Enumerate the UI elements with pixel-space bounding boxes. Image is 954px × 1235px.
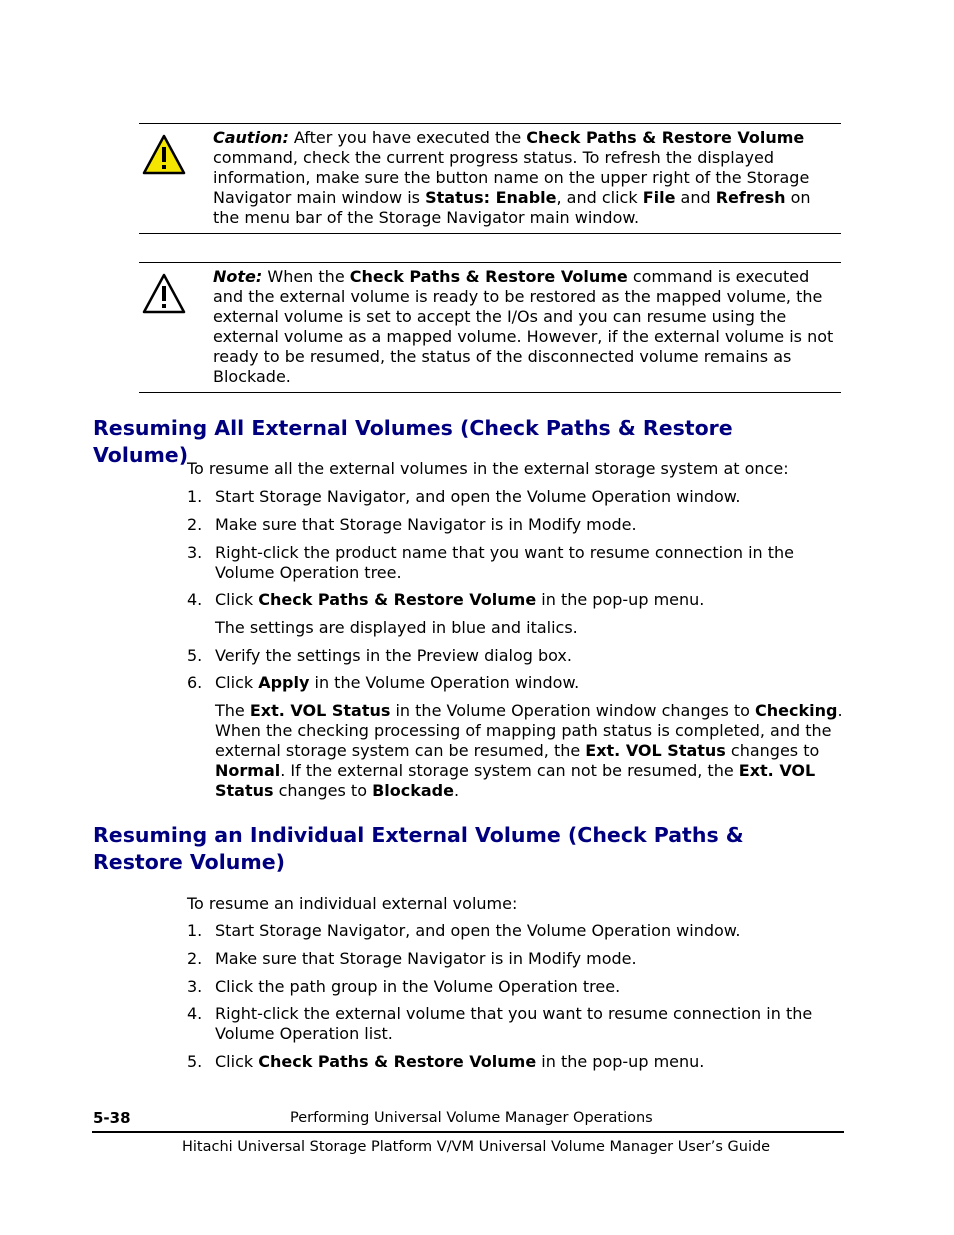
- section1-step-5: [187, 646, 847, 666]
- page-number: 5-38: [93, 1109, 131, 1127]
- section1-step-1: [187, 487, 847, 507]
- result-bold: Ext. VOL Status: [249, 701, 391, 720]
- caution-bold-4: Refresh: [715, 188, 786, 207]
- step-text: Verify the settings in the Preview dialog box.: [215, 646, 572, 665]
- step-text-part: in the pop-up menu.: [536, 590, 705, 609]
- step-number: 1.: [187, 921, 203, 940]
- note-box: [139, 262, 841, 393]
- result-text: changes to: [725, 741, 820, 760]
- section1-step-4-note: The settings are displayed in blue and italics.: [215, 618, 578, 637]
- result-text: . If the external storage system can not be resumed, the: [280, 761, 739, 780]
- result-bold: Ext. VOL Status: [585, 741, 726, 760]
- caution-text-2: command, check the current progress status. To refresh the displayed information, make sure the button name on the upper right of the Storage Navigator main window is: [213, 148, 810, 207]
- note-bold-1: Check Paths & Restore Volume: [349, 267, 628, 286]
- caution-text-1: After you have executed the: [288, 128, 527, 147]
- step-bold-part: Check Paths & Restore Volume: [258, 1052, 537, 1071]
- section1-heading: Resuming All External Volumes (Check Paths & Restore Volume): [93, 416, 733, 467]
- section2-step-1: [187, 921, 847, 941]
- result-text: .: [453, 781, 460, 800]
- warning-triangle-outline-icon: [141, 271, 187, 317]
- step-text: [215, 590, 847, 610]
- step-number: 3.: [187, 543, 203, 562]
- step-text-part: Click: [215, 590, 259, 609]
- step-text: Right-click the external volume that you want to resume connection in the Volume Operation list.: [215, 1004, 813, 1043]
- step-number: 1.: [187, 487, 203, 506]
- section1-intro: To resume all the external volumes in the external storage system at once:: [187, 459, 789, 478]
- step-text-part: Click: [215, 1052, 259, 1071]
- step-text: Start Storage Navigator, and open the Volume Operation window.: [215, 921, 741, 940]
- section2-heading: Resuming an Individual External Volume (Check Paths & Restore Volume): [93, 823, 744, 874]
- result-bold: Checking: [755, 701, 838, 720]
- step-number: 4.: [187, 590, 203, 609]
- caution-text: [213, 128, 841, 228]
- result-text: . When the checking processing of mapping path status is completed, and the external storage system can be resumed, the: [215, 701, 843, 760]
- step-number: 4.: [187, 1004, 203, 1023]
- note-text-2: command is executed and the external volume is ready to be restored as the mapped volume, the external volume is set to accept the I/Os and you can resume using the external volume as a mapped volume. However, if the external volume is not ready to be resumed, the status of the disconnected volume remains as Blockade.: [213, 267, 834, 386]
- caution-label: Caution:: [213, 128, 289, 147]
- result-bold: Ext. VOL Status: [215, 761, 816, 800]
- note-text-1: When the: [262, 267, 350, 286]
- step-text: [215, 1052, 847, 1072]
- step-bold-part: Check Paths & Restore Volume: [258, 590, 537, 609]
- step-text-part: in the pop-up menu.: [536, 1052, 705, 1071]
- caution-bold-3: File: [642, 188, 676, 207]
- section2-step-5: [187, 1052, 847, 1072]
- result-text: changes to: [273, 781, 373, 800]
- section2-step-2: [187, 949, 847, 969]
- footer-section-title: Performing Universal Volume Manager Operations: [290, 1110, 653, 1126]
- step-number: 3.: [187, 977, 203, 996]
- section1-step-3: [187, 543, 847, 583]
- section2-intro: To resume an individual external volume:: [187, 894, 518, 913]
- warning-triangle-icon: [141, 132, 187, 178]
- result-bold: Normal: [215, 761, 281, 780]
- step-text-part: Click: [215, 673, 259, 692]
- caution-text-3: , and click: [556, 188, 643, 207]
- section2-step-3: [187, 977, 847, 997]
- section2-step-4: [187, 1004, 847, 1044]
- note-text: [213, 267, 841, 387]
- caution-bold-1: Check Paths & Restore Volume: [526, 128, 805, 147]
- step-bold-part: Apply: [258, 673, 310, 692]
- footer-guide-title: Hitachi Universal Storage Platform V/VM Universal Volume Manager User’s Guide: [182, 1139, 771, 1155]
- step-text: [215, 673, 847, 693]
- step-text: Make sure that Storage Navigator is in Modify mode.: [215, 515, 637, 534]
- step-text: Start Storage Navigator, and open the Volume Operation window.: [215, 487, 741, 506]
- caution-text-4: and: [675, 188, 716, 207]
- footer-divider: [92, 1131, 844, 1133]
- step-text: Click the path group in the Volume Operation tree.: [215, 977, 621, 996]
- section1-step-6: [187, 673, 847, 693]
- result-text: The: [215, 701, 250, 720]
- result-bold: Blockade: [372, 781, 454, 800]
- step-number: 5.: [187, 1052, 203, 1071]
- section1-step-2: [187, 515, 847, 535]
- step-number: 2.: [187, 515, 203, 534]
- caution-bold-2: Status: Enable: [425, 188, 557, 207]
- step-number: 2.: [187, 949, 203, 968]
- section1-step-4: [187, 590, 847, 610]
- step-text: Make sure that Storage Navigator is in Modify mode.: [215, 949, 637, 968]
- caution-text-5: on the menu bar of the Storage Navigator main window.: [213, 188, 811, 227]
- step-text-part: in the Volume Operation window.: [309, 673, 580, 692]
- section1-step-6-result: [215, 701, 845, 801]
- step-number: 6.: [187, 673, 203, 692]
- caution-box: [139, 123, 841, 234]
- step-number: 5.: [187, 646, 203, 665]
- step-text: Right-click the product name that you want to resume connection in the Volume Operation tree.: [215, 543, 795, 582]
- note-label: Note:: [213, 267, 263, 286]
- result-text: in the Volume Operation window changes to: [390, 701, 756, 720]
